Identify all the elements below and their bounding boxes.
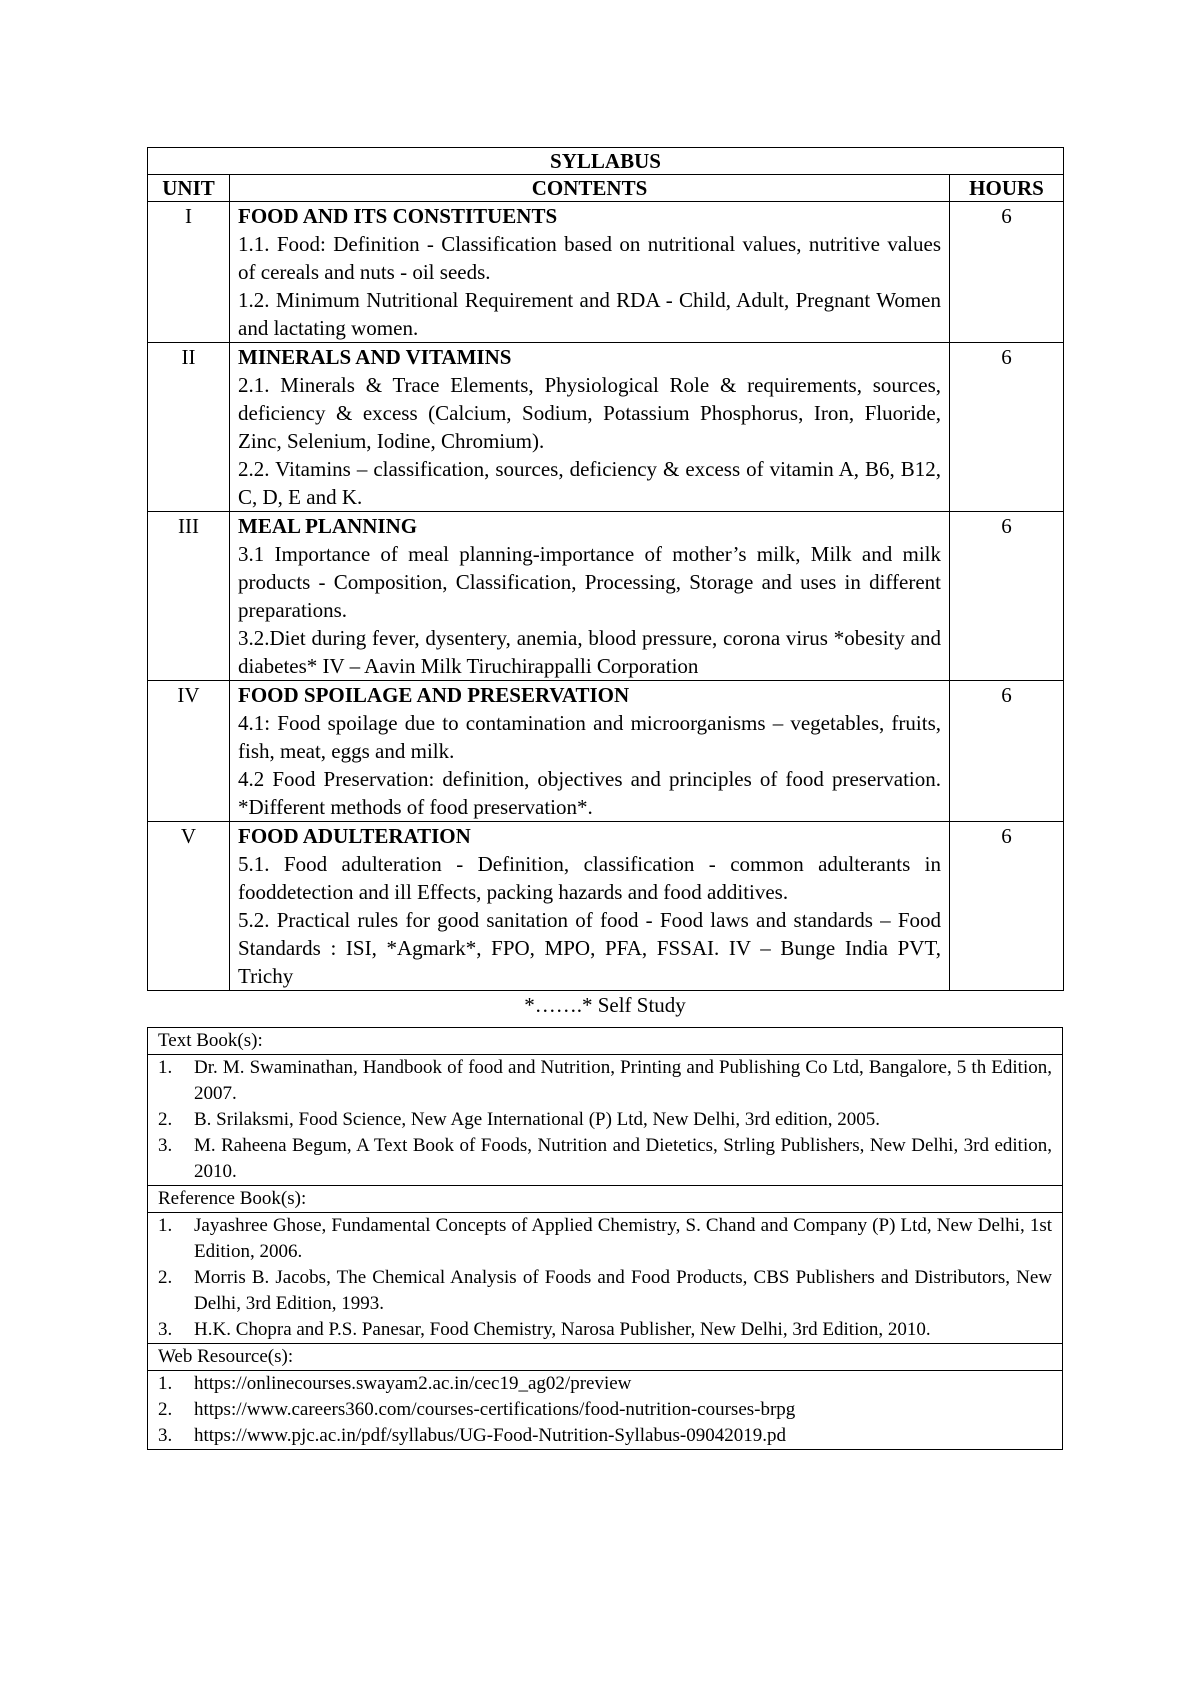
unit-number: I [148, 202, 230, 343]
unit-number: II [148, 343, 230, 512]
item-number: 1. [158, 1373, 173, 1394]
reference-books-heading: Reference Book(s): [148, 1186, 1063, 1213]
unit-title: MINERALS AND VITAMINS [238, 345, 512, 369]
text-books-list [158, 1055, 1052, 1185]
reference-books-list-cell [148, 1213, 1063, 1344]
syllabus-title-row [148, 148, 1064, 175]
unit-title: FOOD SPOILAGE AND PRESERVATION [238, 683, 630, 707]
unit-paragraph: 4.2 Food Preservation: definition, objectives and principles of food preservation. *Different methods of food preservation*. [238, 767, 941, 819]
unit-paragraph: 2.2. Vitamins – classification, sources, deficiency & excess of vitamin A, B6, B12, C, D, E and K. [238, 457, 941, 509]
unit-number: IV [148, 681, 230, 822]
text-books-list-cell [148, 1055, 1063, 1186]
item-text: Morris B. Jacobs, The Chemical Analysis of Foods and Food Products, CBS Publishers and Distributors, New Delhi, 3rd Edition, 1993. [194, 1267, 1052, 1314]
unit-hours: 6 [950, 822, 1064, 991]
web-resources-heading: Web Resource(s): [148, 1344, 1063, 1371]
unit-row [148, 202, 1064, 343]
unit-contents [230, 822, 950, 991]
list-item [158, 1055, 1052, 1107]
unit-title: MEAL PLANNING [238, 514, 418, 538]
item-number: 1. [158, 1215, 173, 1236]
list-item [158, 1133, 1052, 1185]
list-item [158, 1423, 1052, 1449]
list-item [158, 1213, 1052, 1265]
syllabus-title: SYLLABUS [148, 148, 1064, 175]
item-text: M. Raheena Begum, A Text Book of Foods, Nutrition and Dietetics, Strling Publishers, New Delhi, 3rd edition, 2010. [194, 1135, 1052, 1182]
unit-paragraph: 1.1. Food: Definition - Classification based on nutritional values, nutritive values of cereals and nuts - oil seeds. [238, 232, 941, 284]
list-item [158, 1371, 1052, 1397]
item-text: H.K. Chopra and P.S. Panesar, Food Chemistry, Narosa Publisher, New Delhi, 3rd Edition, 2010. [194, 1319, 931, 1340]
item-number: 1. [158, 1057, 173, 1078]
header-hours: HOURS [950, 175, 1064, 202]
references-table [147, 1027, 1063, 1450]
item-number: 2. [158, 1109, 173, 1130]
unit-contents [230, 681, 950, 822]
text-books-heading: Text Book(s): [148, 1028, 1063, 1055]
self-study-note: *…….* Self Study [524, 993, 686, 1017]
unit-title: FOOD AND ITS CONSTITUENTS [238, 204, 558, 228]
unit-row [148, 681, 1064, 822]
unit-paragraph: 2.1. Minerals & Trace Elements, Physiological Role & requirements, sources, deficiency & excess (Calcium, Sodium, Potassium Phosphorus, Iron, Fluoride, Zinc, Selenium, Iodine, Chromium). [238, 373, 941, 453]
unit-paragraph: 1.2. Minimum Nutritional Requirement and RDA - Child, Adult, Pregnant Women and lactating women. [238, 288, 941, 340]
item-number: 2. [158, 1399, 173, 1420]
web-resource-link[interactable]: https://onlinecourses.swayam2.ac.in/cec19_ag02/preview [194, 1373, 632, 1394]
web-resource-link[interactable]: https://www.careers360.com/courses-certifications/food-nutrition-courses-brpg [194, 1399, 796, 1420]
list-item [158, 1265, 1052, 1317]
item-text: Jayashree Ghose, Fundamental Concepts of Applied Chemistry, S. Chand and Company (P) Ltd, New Delhi, 1st Edition, 2006. [194, 1215, 1052, 1262]
unit-hours: 6 [950, 202, 1064, 343]
item-number: 3. [158, 1425, 173, 1446]
unit-number: III [148, 512, 230, 681]
unit-row [148, 343, 1064, 512]
header-contents: CONTENTS [230, 175, 950, 202]
syllabus-table [147, 147, 1064, 991]
unit-number: V [148, 822, 230, 991]
unit-hours: 6 [950, 343, 1064, 512]
unit-title: FOOD ADULTERATION [238, 824, 471, 848]
unit-paragraph: 3.1 Importance of meal planning-importance of mother’s milk, Milk and milk products - Composition, Classification, Processing, Storage and uses in different preparations. [238, 542, 941, 622]
item-text: Dr. M. Swaminathan, Handbook of food and Nutrition, Printing and Publishing Co Ltd, Bangalore, 5 th Edition, 2007. [194, 1057, 1052, 1104]
list-item [158, 1107, 1052, 1133]
unit-hours: 6 [950, 681, 1064, 822]
item-number: 3. [158, 1319, 173, 1340]
item-number: 3. [158, 1135, 173, 1156]
header-unit: UNIT [148, 175, 230, 202]
web-resources-list [158, 1371, 1052, 1449]
unit-row [148, 512, 1064, 681]
unit-paragraph: 4.1: Food spoilage due to contamination and microorganisms – vegetables, fruits, fish, meat, eggs and milk. [238, 711, 941, 763]
list-item [158, 1317, 1052, 1343]
syllabus-header-row [148, 175, 1064, 202]
reference-books-list [158, 1213, 1052, 1343]
unit-hours: 6 [950, 512, 1064, 681]
unit-paragraph: 3.2.Diet during fever, dysentery, anemia, blood pressure, corona virus *obesity and diabetes* IV – Aavin Milk Tiruchirappalli Corporation [238, 626, 941, 678]
web-resources-list-cell [148, 1371, 1063, 1450]
unit-contents [230, 202, 950, 343]
item-number: 2. [158, 1267, 173, 1288]
unit-contents [230, 512, 950, 681]
web-resource-link[interactable]: https://www.pjc.ac.in/pdf/syllabus/UG-Food-Nutrition-Syllabus-09042019.pd [194, 1425, 786, 1446]
item-text: B. Srilaksmi, Food Science, New Age International (P) Ltd, New Delhi, 3rd edition, 2005. [194, 1109, 880, 1130]
unit-paragraph: 5.1. Food adulteration - Definition, classification - common adulterants in fooddetection and ill Effects, packing hazards and food additives. [238, 852, 941, 904]
unit-contents [230, 343, 950, 512]
list-item [158, 1397, 1052, 1423]
document-page [147, 147, 1063, 1450]
unit-paragraph: 5.2. Practical rules for good sanitation of food - Food laws and standards – Food Standards : ISI, *Agmark*, FPO, MPO, PFA, FSSAI. IV – Bunge India PVT, Trichy [238, 908, 941, 988]
unit-row [148, 822, 1064, 991]
